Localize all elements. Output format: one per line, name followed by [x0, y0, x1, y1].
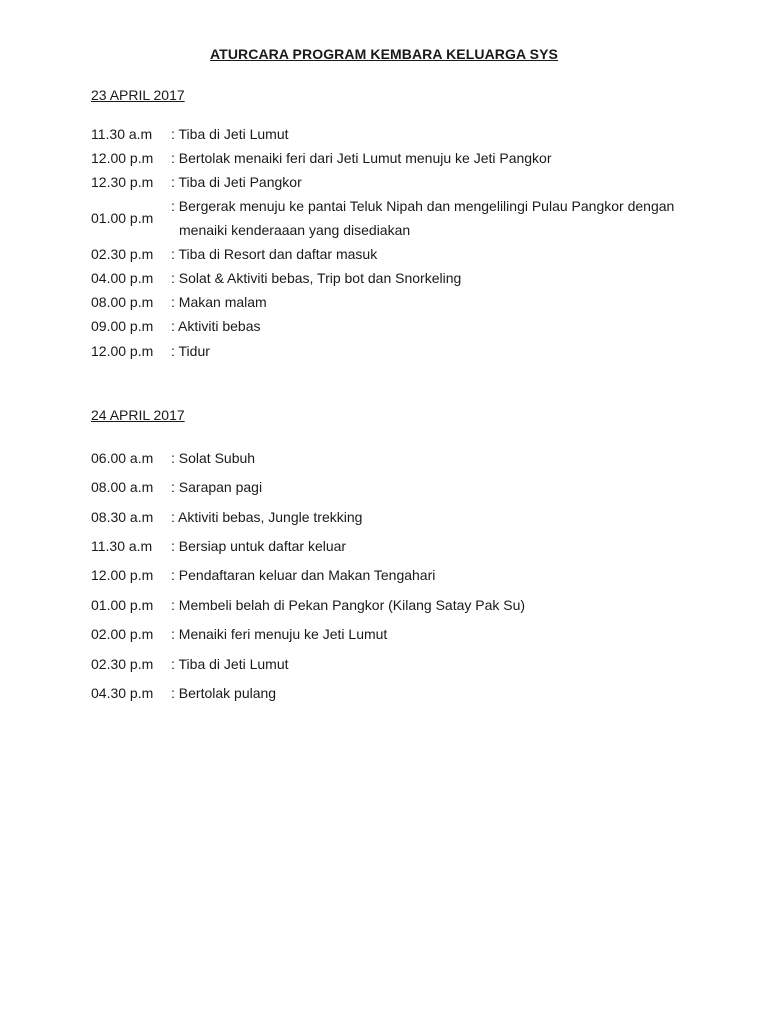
schedule-row [91, 343, 691, 363]
schedule-desc: : Tiba di Jeti Pangkor [171, 174, 302, 190]
schedule-row [91, 597, 691, 617]
schedule-row [91, 450, 691, 470]
schedule-desc: : Tiba di Resort dan daftar masuk [171, 246, 378, 262]
schedule-row [91, 150, 691, 170]
schedule-row [91, 318, 691, 338]
schedule-row [91, 538, 691, 558]
schedule-row [91, 567, 691, 587]
schedule-desc: : Bergerak menuju ke pantai Teluk Nipah dan mengelilingi Pulau Pangkor dengan [171, 198, 675, 214]
schedule-time: 06.00 a.m [91, 450, 154, 466]
schedule-row [91, 174, 691, 194]
schedule-time: 11.30 a.m [91, 538, 153, 554]
schedule-row [91, 656, 691, 676]
schedule-time: 02.00 p.m [91, 626, 154, 642]
schedule-row [91, 685, 691, 705]
day1-heading: 23 APRIL 2017 [91, 87, 185, 103]
schedule-row [91, 246, 691, 266]
schedule-time: 12.00 p.m [91, 567, 154, 583]
schedule-row [91, 626, 691, 646]
schedule-desc: : Solat & Aktiviti bebas, Trip bot dan Snorkeling [171, 270, 462, 286]
schedule-time: 04.00 p.m [91, 270, 154, 286]
schedule-desc: : Bertolak menaiki feri dari Jeti Lumut menuju ke Jeti Pangkor [171, 150, 552, 166]
schedule-desc: : Bersiap untuk daftar keluar [171, 538, 347, 554]
schedule-time: 09.00 p.m [91, 318, 154, 334]
schedule-desc: : Tiba di Jeti Lumut [171, 126, 289, 142]
schedule-desc: : Aktiviti bebas [171, 318, 261, 334]
schedule-desc: : Pendaftaran keluar dan Makan Tengahari [171, 567, 436, 583]
schedule-desc: : Makan malam [171, 294, 267, 310]
schedule-time: 02.30 p.m [91, 656, 154, 672]
schedule-row [91, 270, 691, 290]
schedule-time: 12.00 p.m [91, 343, 154, 359]
schedule-row [91, 509, 691, 529]
schedule-time: 04.30 p.m [91, 685, 154, 701]
schedule-desc: : Bertolak pulang [171, 685, 277, 701]
schedule-time: 01.00 p.m [91, 210, 154, 226]
schedule-desc: : Tidur [171, 343, 210, 359]
schedule-row [91, 479, 691, 499]
schedule-row [91, 198, 691, 246]
schedule-desc: : Sarapan pagi [171, 479, 263, 495]
schedule-time: 01.00 p.m [91, 597, 154, 613]
schedule-time: 12.00 p.m [91, 150, 154, 166]
schedule-time: 08.00 a.m [91, 479, 154, 495]
schedule-desc: : Menaiki feri menuju ke Jeti Lumut [171, 626, 388, 642]
schedule-time: 11.30 a.m [91, 126, 153, 142]
schedule-desc: : Membeli belah di Pekan Pangkor (Kilang Satay Pak Su) [171, 597, 526, 613]
schedule-row [91, 126, 691, 146]
schedule-time: 12.30 p.m [91, 174, 154, 190]
schedule-desc-continued: menaiki kenderaaan yang disediakan [179, 222, 411, 238]
schedule-time: 08.00 p.m [91, 294, 154, 310]
schedule-time: 08.30 a.m [91, 509, 154, 525]
document-title: ATURCARA PROGRAM KEMBARA KELUARGA SYS [210, 46, 558, 62]
schedule-time: 02.30 p.m [91, 246, 154, 262]
day2-heading: 24 APRIL 2017 [91, 407, 185, 423]
schedule-desc: : Aktiviti bebas, Jungle trekking [171, 509, 363, 525]
schedule-desc: : Solat Subuh [171, 450, 256, 466]
schedule-desc: : Tiba di Jeti Lumut [171, 656, 289, 672]
schedule-row [91, 294, 691, 314]
